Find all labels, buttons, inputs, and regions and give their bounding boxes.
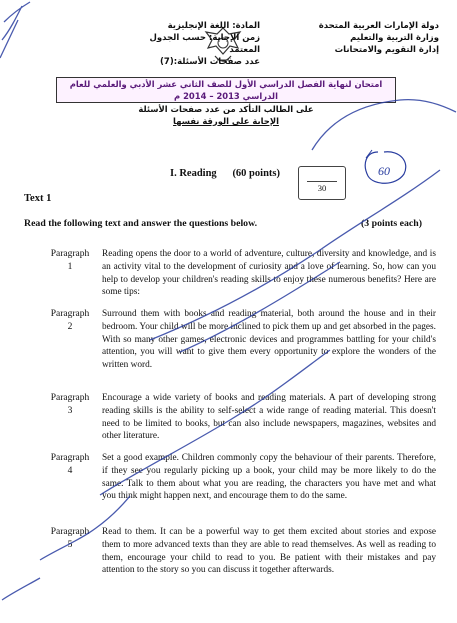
instruction-text: Read the following text and answer the questions below. xyxy=(24,218,258,229)
paragraph-number: 2 xyxy=(67,322,73,332)
paragraph-label: Paragraph xyxy=(50,393,90,403)
section-points: (60 points) xyxy=(232,168,280,179)
instruction-marks: (3 points each) xyxy=(361,218,422,229)
exam-title xyxy=(56,77,396,127)
paragraph-label: Paragraph xyxy=(50,249,90,259)
paragraph-number: 1 xyxy=(67,262,73,272)
header-ministry xyxy=(279,20,439,56)
header-line: دولة الإمارات العربية المتحدة xyxy=(318,21,439,31)
header-line: زمن الإجابة: حسب الجدول المعتمد xyxy=(149,33,260,55)
paragraph-label: Paragraph xyxy=(50,527,90,537)
score-total: 30 xyxy=(317,183,327,193)
score-box xyxy=(298,166,346,200)
paragraph-text: Reading opens the door to a world of adventure, culture, diversity and knowledge, and is an activity vital to the development of curiosity and a love of learning. So, how can you help to develop your children's reading skills to enjoy these numerous benefits? Here are some tips: xyxy=(102,249,436,298)
exam-title-line: الإجابة على الورقة نفسها xyxy=(173,116,279,126)
paragraph-number: 4 xyxy=(67,466,73,476)
paragraph-number: 3 xyxy=(67,406,73,416)
paragraph-text: Read to them. It can be a powerful way to get them excited about stories and expose them to more advanced texts than they are able to read themselves. As well as reading to them, encourage your child to read to you. Be patient with their mistakes and pay attention to the story so you can discuss it together afterwards. xyxy=(102,527,436,576)
score-divider xyxy=(307,181,337,182)
paragraph-text: Set a good example. Children commonly copy the behaviour of their parents. Therefore, if they see you regularly picking up a book, your child may be more likely to do the same. Talk to them about what you are reading, the characters you have met and what you think might happen next, and encourage them to do the same. xyxy=(102,453,436,502)
instruction xyxy=(24,218,424,229)
paragraph-label: Paragraph xyxy=(50,309,90,319)
header-subject xyxy=(142,20,260,68)
paragraph-text: Surround them with books and reading material, both around the house and in their bedroom. Your child will be more inclined to pick them up and get absorbed in the pages. With so many other games, electronic devices and programmes battling for your child's attention, you will want to give them every opportunity to explore the wonders of the written word. xyxy=(102,309,436,371)
handwritten-score: 60 xyxy=(378,164,390,178)
header-line: وزارة التربية والتعليم xyxy=(350,33,439,43)
paragraph-label: Paragraph xyxy=(50,453,90,463)
header-line: عدد صفحات الأسئلة:(7) xyxy=(160,57,260,67)
paragraph-text: Encourage a wide variety of books and reading materials. A part of developing strong reading skills is the ability to self-select a wide range of reading material. This doesn't need to be limited to books, but can also include newspapers, magazines, websites and other literature. xyxy=(102,393,436,442)
exam-title-line: على الطالب التأكد من عدد صفحات الأسئلة xyxy=(138,104,314,114)
header-line: المادة: اللغة الإنجليزية xyxy=(167,21,260,31)
header-line: إدارة التقويم والامتحانات xyxy=(334,45,439,55)
section-title xyxy=(170,168,280,179)
exam-title-line: امتحان لنهاية الفصل الدراسي الأول للصف الثاني عشر الأدبي والعلمي للعام الدراسي 2013 – 2014 م xyxy=(56,77,396,103)
section-name: I. Reading xyxy=(170,168,217,179)
text-label: Text 1 xyxy=(24,193,52,204)
paragraph-number: 5 xyxy=(67,540,73,550)
